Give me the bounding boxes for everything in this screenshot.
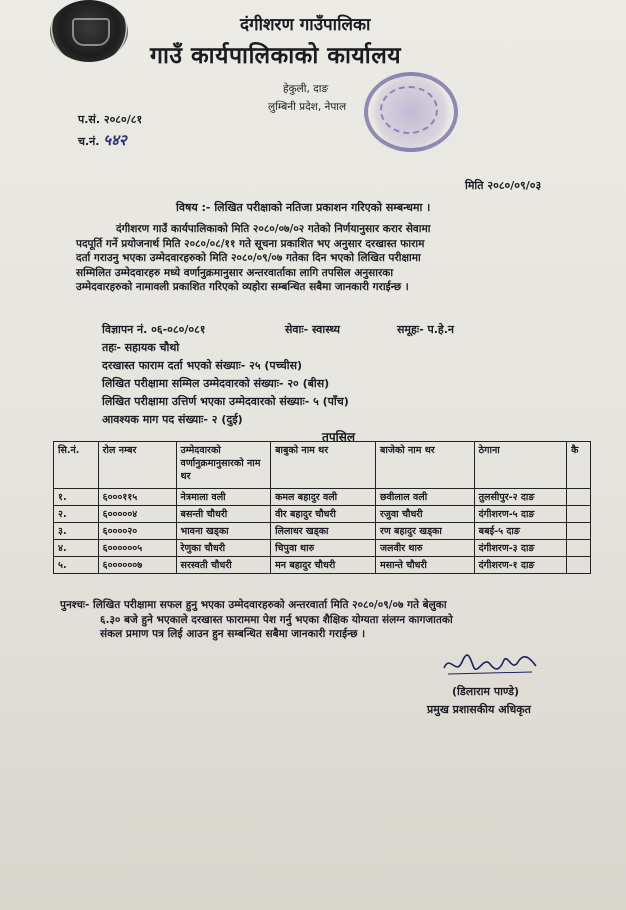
cell-roll: ६००००००७ [98,557,176,574]
location-line2: लुम्बिनी प्रदेश, नेपाल [268,101,347,113]
cell-address: तुलसीपुर-२ दाङ [474,489,566,506]
table-header-row [54,442,591,489]
col-roll: रोल नम्बर [98,442,176,489]
cell-sn: ३. [54,523,99,540]
ref-chn-value: ५४२ [103,131,127,149]
col-grandfather: बाजेको नाम थर [375,442,474,489]
cell-remarks [567,557,591,574]
nepal-emblem-icon [50,0,128,62]
cell-grandfather: मसान्ते चौधरी [375,557,474,574]
service: सेवाः- स्वास्थ्य [285,323,340,336]
col-sn: सि.नं. [54,442,99,489]
col-address: ठेगाना [474,442,566,489]
letter-date: मिति २०८०/०९/०३ [465,179,542,192]
appeared-count: लिखित परीक्षामा सम्मिल उम्मेदवारको संख्याः- २० (बीस) [102,377,330,390]
postscript-line: ६.३० बजे हुने भएकाले दरखास्त फाराममा पेश गर्नु भएका शैक्षिक योग्यता संलग्न कागजातको [100,613,453,626]
cell-roll: ६००००२० [98,523,176,540]
cell-remarks [567,523,591,540]
candidate-table [53,441,591,574]
required-posts: आवश्यक माग पद संख्याः- २ (दुई) [102,413,243,426]
paragraph-line: उम्मेदवारहरुको नामावली प्रकाशित गरिएको व्यहोरा सम्बन्धित सबैमा जानकारी गराईन्छ । [76,281,409,293]
cell-remarks [567,540,591,557]
cell-father: लिलाधर खड्का [271,523,376,540]
signatory-title: प्रमुख प्रशासकीय अधिकृत [427,703,531,716]
office-seal-stamp [364,72,458,152]
postscript-line: पुनश्चः- लिखित परीक्षामा सफल हुनु भएका उम्मेदवारहरुको अन्तरवार्ता मिति २०८०/०९/०७ गते बेलुका [60,599,447,611]
cell-address: दंगीशरण-५ दाङ [474,506,566,523]
registered-count: दरखास्त फाराम दर्ता भएको संख्याः- २५ (पच्चीस) [102,359,303,372]
passed-count: लिखित परीक्षामा उत्तिर्ण भएका उम्मेदवारको संख्याः- ५ (पाँच) [102,395,349,408]
table-row [54,540,591,557]
cell-remarks [567,506,591,523]
cell-remarks [567,489,591,506]
postscript [60,598,600,642]
cell-grandfather: जलवीर थारु [375,540,474,557]
cell-address: बबई-५ दाङ [474,523,566,540]
ref-chn-label: च.नं. [78,135,100,148]
cell-sn: १. [54,489,99,506]
table-caption: तपसिल [322,430,356,444]
location-line1: हेकुली, दाङ [283,83,329,95]
cell-father: चिपुवा थारु [271,540,376,557]
cell-grandfather: रण बहादुर खड्का [375,523,474,540]
cell-father: वीर बहादुर चौधरी [271,506,376,523]
cell-name: नेत्रमाला वली [176,489,271,506]
paragraph-line: दर्ता गराउनु भएका उम्मेदवारहरुको मिति २०८०/०९/०७ गतेका दिन भएको लिखित परीक्षामा [76,252,421,264]
subject-line: विषय :- लिखित परीक्षाको नतिजा प्रकाशन गरिएको सम्बन्धमा । [176,201,431,214]
table-row [54,557,591,574]
col-name: उम्मेदवारको वर्णानुक्रमानुसारको नाम थर [176,442,271,489]
cell-name: भावना खड्का [176,523,271,540]
cell-roll: ६०००११५ [98,489,176,506]
office-name: गाउँ कार्यपालिकाको कार्यालय [150,43,402,69]
signature-icon [440,650,540,678]
paragraph-line: सम्मिलित उम्मेदवारहरु मध्ये वर्णानुक्रमानुसार अन्तरवार्ताका लागि तपसिल अनुसारका [76,266,394,279]
table-row [54,506,591,523]
cell-father: कमल बहादुर वली [271,489,376,506]
cell-roll: ६०००००४ [98,506,176,523]
cell-name: रेणुका चौधरी [176,540,271,557]
main-paragraph [76,222,596,295]
cell-father: मन बहादुर चौधरी [271,557,376,574]
cell-grandfather: छवीलाल वली [375,489,474,506]
paragraph-line: दंगीशरण गाउँ कार्यपालिकाको मिति २०८०/०७/०२ गतेको निर्णयानुसार करार सेवामा [116,223,431,235]
cell-sn: ५. [54,557,99,574]
cell-roll: ६००००००५ [98,540,176,557]
cell-address: दंगीशरण-१ दाङ [474,557,566,574]
col-remarks: कै [567,442,591,489]
cell-grandfather: रजुवा चौधरी [375,506,474,523]
level: तहः- सहायक चौथो [102,341,180,354]
ad-number: विज्ञापन नं. ०६-०८०/०८१ [102,323,206,336]
cell-address: दंगीशरण-३ दाङ [474,540,566,557]
cell-sn: २. [54,506,99,523]
table-row [54,523,591,540]
municipality-name: दंगीशरण गाउँपालिका [240,15,371,35]
ref-ps: प.सं. २०८०/८१ [78,113,143,126]
cell-sn: ४. [54,540,99,557]
cell-name: सरस्वती चौधरी [176,557,271,574]
paragraph-line: पदपूर्ति गर्ने प्रयोजनार्थ मिति २०८०/०८/११ गते सूचना प्रकाशित भए अनुसार दरखास्त फाराम [76,237,425,250]
col-father: बाबुको नाम थर [271,442,376,489]
postscript-line: संकल प्रमाण पत्र लिई आउन हुन सम्बन्धित सबैमा जानकारी गराईन्छ । [100,628,366,640]
cell-name: बसन्ती चौधरी [176,506,271,523]
signatory-name: (डिलाराम पाण्डे) [452,685,520,698]
ref-chn [78,130,127,150]
group: समूहः- प.हे.न [397,323,455,336]
table-row [54,489,591,506]
